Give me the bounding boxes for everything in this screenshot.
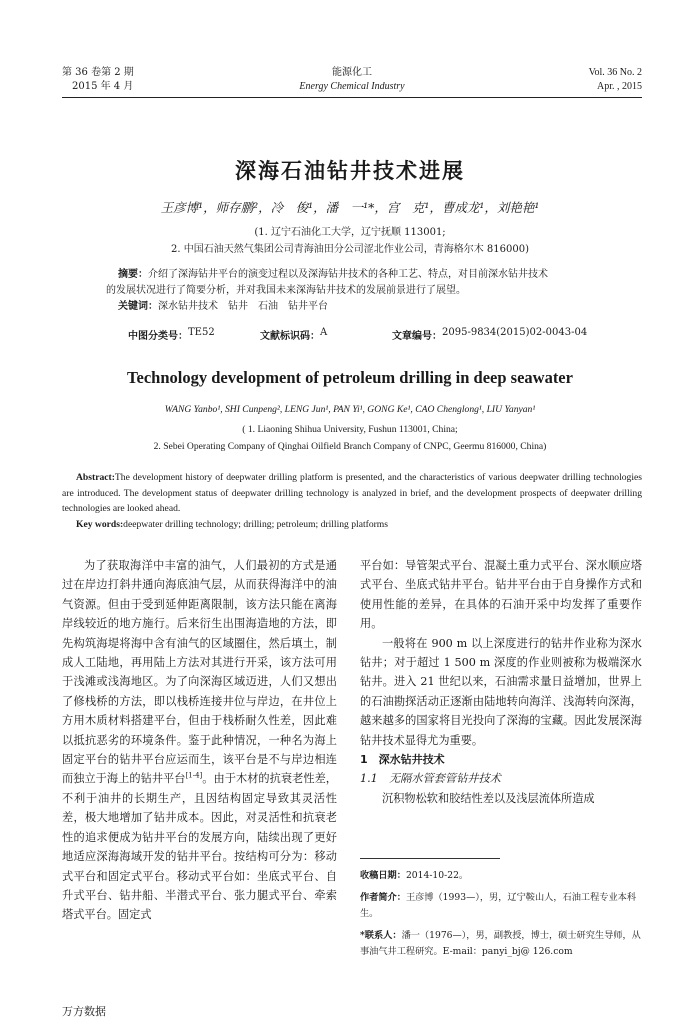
- body-column-left: [62, 556, 337, 925]
- footnote-contact: [360, 928, 642, 960]
- paragraph-continued: 平台如：导管架式平台、混凝土重力式平台、深水顺应塔式平台、坐底式钻井平台。钻井平台由于自身操作方式和使用性能的差异，在具体的石油开采中均发挥了重要作用。: [360, 559, 642, 631]
- header-divider: [62, 97, 642, 98]
- volume-en: Vol. 36 No. 2: [588, 67, 642, 78]
- abstract-cn: [92, 267, 612, 315]
- journal-en: Energy Chemical Industry: [299, 81, 405, 92]
- authors-en: WANG Yanbo¹, SHI Cunpeng², LENG Jun¹, PAN Yi¹, GONG Ke¹, CAO Chenglong¹, LIU Yanyan¹: [164, 404, 536, 415]
- bio-label: 作者简介：: [360, 892, 406, 903]
- footnote-divider: [360, 858, 500, 859]
- abstract-cn-label: 摘要：: [118, 269, 148, 280]
- paragraph-text: 为了获取海洋中丰富的油气，人们最初的方式是通过在岸边打斜井通向海底油气层，从而获得海洋中的油气资源。但由于受到延伸距离限制，该方法只能在离海岸线较近的地方施行。后来衍生出围海造地的方法，即先构筑海堤将海中含有油气的区域圈住，然后填土，制成人工陆地，再用陆上方法对其进行开采，该方法可用于浅滩或浅海地区。为了向深海区域迈进，人们又想出了修栈桥的方法，即以栈桥连接井位与岸边，在井位上方用木质材料搭建平台，但由于栈桥耐久性差，因此难以抵抗恶劣的环境条件。鉴于此种情况，一种名为海上固定平台的钻井平台应运而生，该平台是不与岸边相连而独立于海上的钻井平台: [62, 559, 337, 786]
- paragraph-riserless: 沉积物松软和胶结性差以及浅层流体所造成: [382, 791, 595, 805]
- affiliation-cn-1: (1. 辽宁石油化工大学，辽宁抚顺 113001;: [254, 227, 446, 238]
- footnote-received: [360, 868, 642, 884]
- paragraph-intro: [62, 556, 337, 925]
- article-no-value: 2095-9834(2015)02-0043-04: [442, 327, 588, 338]
- section-heading-1: 1 深水钻井技术: [360, 753, 445, 767]
- clc-value: TE52: [188, 327, 215, 338]
- running-header: [62, 66, 642, 98]
- keywords-en: [76, 519, 636, 530]
- paragraph-text: 。由于木材的抗衰老性差，不利于油井的长期生产，且因结构固定导致其灵活性差，极大地增加了钻井成本。因此，对灵活性和抗衰老性的追求便成为钻井平台的发展方向，陆续出现了更好地适应深海海域开发的钻井平台。按结构可分为：移动式平台和固定式平台。移动式平台如：坐底式平台、自升式平台、钻井船、半潜式平台、张力腿式平台、牵索塔式平台。固定式: [62, 772, 337, 922]
- abstract-en-label: Abstract:: [76, 472, 115, 483]
- header-center: [62, 66, 642, 94]
- affiliation-en-1: ( 1. Liaoning Shihua University, Fushun 113001, China;: [242, 424, 458, 435]
- authors-cn: 王彦博¹，师存鹏²，冷 俊¹，潘 一¹*，宫 克¹，曹成龙¹，刘艳艳¹: [160, 200, 540, 215]
- journal-cn: 能源化工: [332, 67, 372, 78]
- keywords-cn-text: 深水钻井技术 钻井 石油 钻井平台: [158, 301, 328, 312]
- paper-title-en: Technology development of petroleum drilling in deep seawater: [127, 368, 573, 387]
- abstract-cn-text-1: 介绍了深海钻井平台的演变过程以及深海钻井技术的各种工艺、特点，对目前深水钻井技术: [148, 269, 548, 280]
- page-footer: 万方数据: [62, 1005, 106, 1018]
- header-right: [589, 66, 642, 94]
- keywords-en-text: deepwater drilling technology; drilling; petroleum; drilling platforms: [123, 519, 389, 530]
- citation-ref: [1-4]: [185, 771, 203, 780]
- bio-text: 王彦博（1993—），男，辽宁鞍山人，石油工程专业本科生。: [360, 892, 637, 919]
- received-label: 收稿日期：: [360, 870, 406, 881]
- abstract-en: [62, 470, 642, 517]
- footnote-bio: [360, 890, 642, 922]
- paragraph-deepwater: 一般将在 900 m 以上深度进行的钻井作业称为深水钻井；对于超过 1 500 m 深度的作业则被称为极端深水钻井。进入 21 世纪以来，石油需求量日益增加，世界上的石油勘探活动正逐渐由陆地转向海洋、浅海转向深海，越来越多的国家将目光投向了深海的宝藏。因此发展深海钻井技术显得尤为重要。: [360, 636, 642, 747]
- volume-cn: 第 36 卷第 2 期: [62, 67, 134, 78]
- abstract-en-text: The development history of deepwater drilling platform is presented, and the characteristics of various deepwater drilling technologies are introduced. The development status of deepwater drilling technology is analyzed in brief, and the development prospects of deepwater drilling technologies are looked ahead.: [62, 472, 642, 514]
- abstract-cn-text-2: 的发展状况进行了简要分析，并对我国未来深海钻井技术的发展前景进行了展望。: [106, 285, 466, 296]
- doc-code-value: A: [320, 327, 328, 338]
- clc-label: 中图分类号：: [128, 331, 188, 342]
- contact-label: *联系人：: [360, 930, 402, 941]
- received-date: 2014-10-22。: [405, 870, 469, 881]
- affiliation-en-2: 2. Sebei Operating Company of Qinghai Oilfield Branch Company of CNPC, Geermu 816000, China): [153, 441, 547, 452]
- doc-code-label: 文献标识码：: [260, 331, 320, 342]
- paper-title-cn: 深海石油钻井技术进展: [235, 159, 465, 183]
- affiliation-cn-2: 2. 中国石油天然气集团公司青海油田分公司涩北作业公司，青海格尔木 816000): [171, 244, 529, 255]
- keywords-en-label: Key words:: [76, 519, 124, 530]
- article-no-label: 文章编号：: [392, 331, 442, 342]
- contact-text: 潘一（1976—），男，副教授，博士，硕士研究生导师，从事油气井工程研究。E-mail：panyi_bj@ 126.com: [360, 930, 641, 957]
- subsection-heading-1-1: 1.1 无隔水管套管钻井技术: [360, 772, 501, 786]
- keywords-cn-label: 关键词：: [118, 301, 158, 312]
- date-cn: 2015 年 4 月: [72, 81, 134, 92]
- body-column-right: [360, 556, 642, 808]
- date-en: Apr. , 2015: [597, 81, 642, 92]
